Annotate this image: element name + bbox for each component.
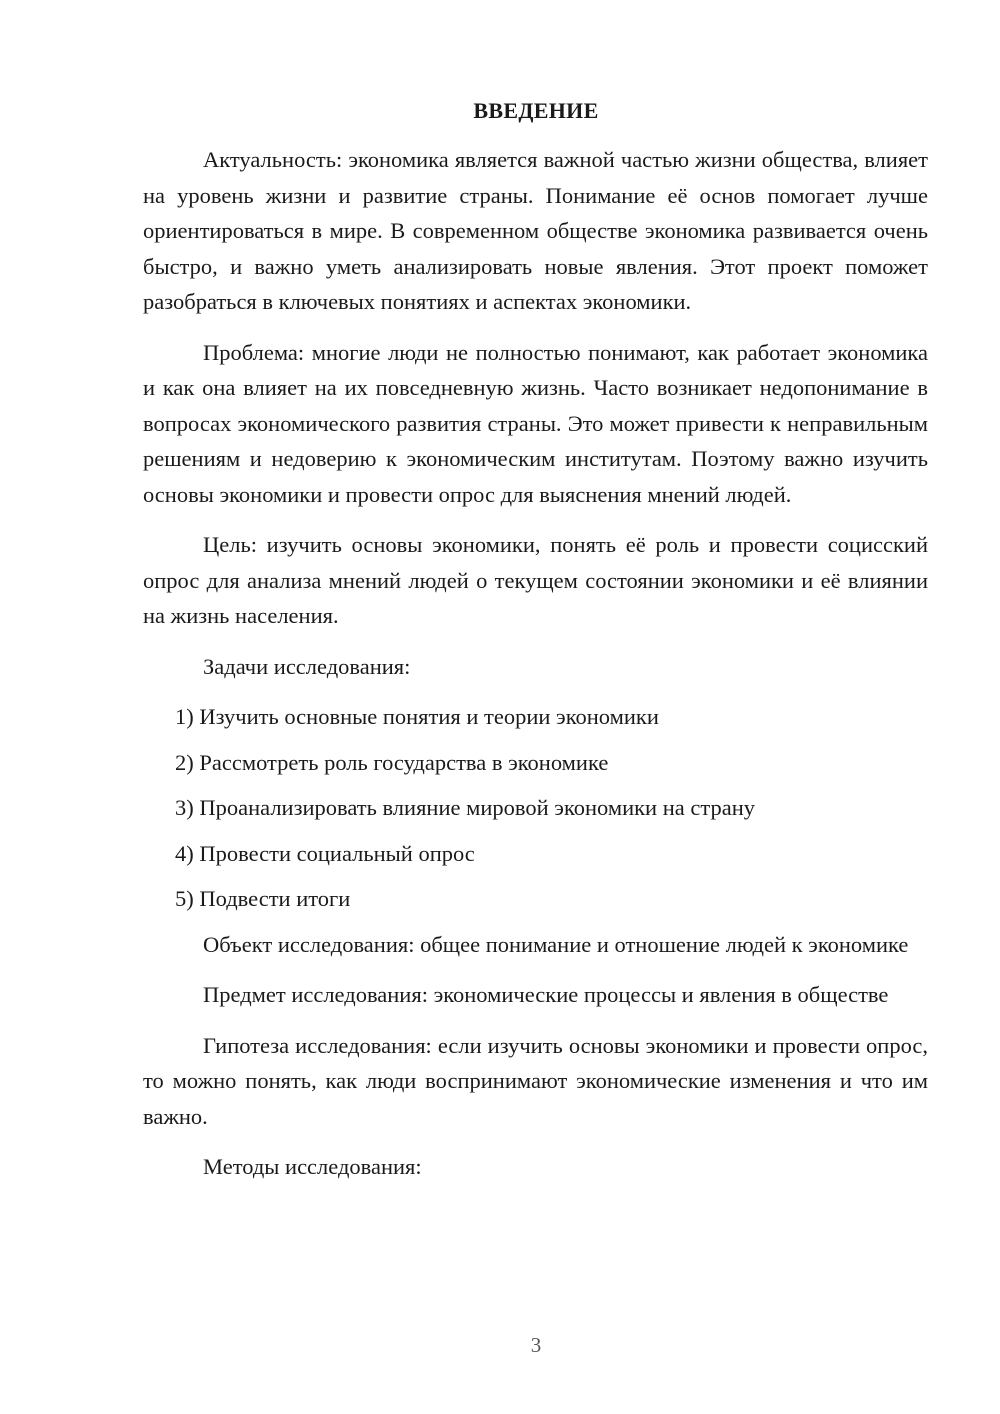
tasks-heading: Задачи исследования:: [203, 653, 411, 679]
tasks-list: [143, 699, 928, 917]
paragraph-hypothesis: Гипотеза исследования: если изучить основы экономики и провести опрос, то можно понять, как люди воспринимают экономические изменения и что им важно.: [143, 1032, 928, 1129]
paragraph-problem: Проблема: многие люди не полностью понимают, как работает экономика и как она влияет на их повседневную жизнь. Часто возникает недопонимание в вопросах экономического развития страны. Это может привести к неправильным решениям и недоверию к экономическим институтам. Поэтому важно изучить основы экономики и провести опрос для выяснения мнений людей.: [143, 339, 928, 507]
list-item: 5) Подвести итоги: [175, 886, 351, 911]
list-item: 4) Провести социальный опрос: [175, 840, 475, 866]
paragraph-goal: Цель: изучить основы экономики, понять её роль и провести социсский опрос для анализа мнений людей о текущем состоянии экономики и её влиянии на жизнь населения.: [143, 532, 928, 628]
page-number: 3: [530, 1333, 542, 1357]
methods-heading: Методы исследования:: [203, 1154, 422, 1179]
list-item: 3) Проанализировать влияние мировой экономики на страну: [175, 795, 755, 820]
paragraph-object: Объект исследования: общее понимание и отношение людей к экономике: [203, 931, 909, 957]
paragraph-relevance: Актуальность: экономика является важной частью жизни общества, влияет на уровень жизни и развитие страны. Понимание её основ помогает лучше ориентироваться в мире. В современном обществе экономика развивается очень быстро, и важно уметь анализировать новые явления. Этот проект поможет разобраться в ключевых понятиях и аспектах экономики.: [143, 147, 928, 314]
paragraph-subject: Предмет исследования: экономические процессы и явления в обществе: [203, 982, 889, 1007]
list-item: 1) Изучить основные понятия и теории экономики: [175, 704, 659, 729]
list-item: 2) Рассмотреть роль государства в экономике: [175, 749, 609, 775]
page-title: ВВЕДЕНИЕ: [473, 98, 599, 123]
page-content: [143, 142, 928, 1200]
